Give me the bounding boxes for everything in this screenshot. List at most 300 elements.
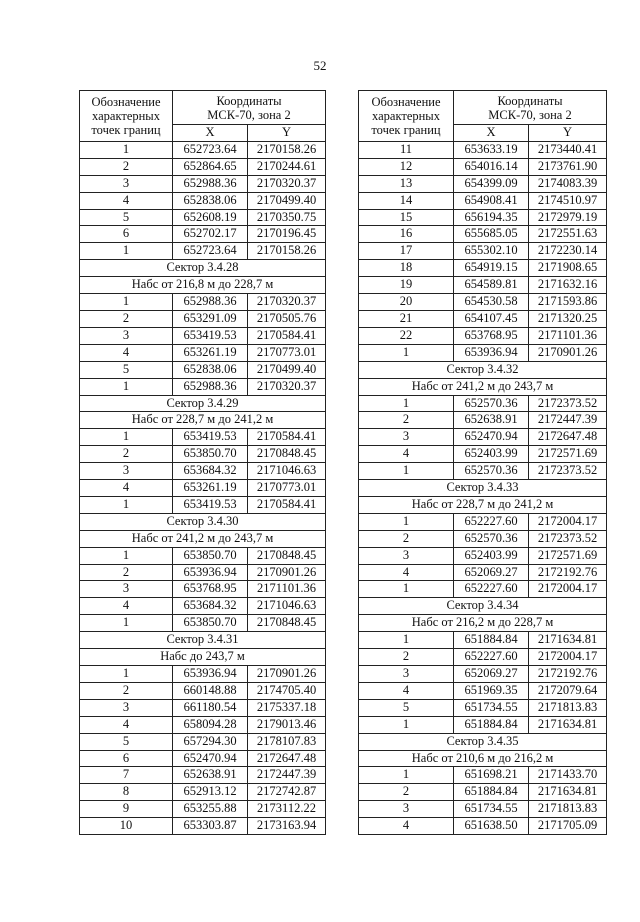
point-number-cell: 14: [359, 192, 454, 209]
page-number: 52: [313, 58, 327, 73]
table-row: [80, 158, 326, 175]
point-number-cell: 1: [359, 581, 454, 598]
x-coordinate-cell: 651884.84: [454, 716, 529, 733]
point-number-cell: 4: [80, 598, 173, 615]
x-coordinate-cell: 655685.05: [454, 226, 529, 243]
table-row: [80, 801, 326, 818]
point-number-cell: 8: [80, 784, 173, 801]
point-number-cell: 3: [80, 581, 173, 598]
x-coordinate-cell: 653303.87: [173, 818, 248, 835]
y-coordinate-cell: 2179013.46: [248, 716, 326, 733]
point-number-cell: 3: [359, 666, 454, 683]
table-row: [80, 209, 326, 226]
y-coordinate-cell: 2170848.45: [248, 446, 326, 463]
y-coordinate-cell: 2170499.40: [248, 192, 326, 209]
table-row: [80, 480, 326, 497]
table-row: [80, 699, 326, 716]
point-number-cell: 16: [359, 226, 454, 243]
table-row: [80, 243, 326, 260]
table-row: [359, 682, 607, 699]
y-coordinate-cell: 2171101.36: [248, 581, 326, 598]
sector-caption: Сектор 3.4.31: [80, 632, 326, 649]
x-coordinate-cell: 653261.19: [173, 480, 248, 497]
table-row: [80, 615, 326, 632]
x-coordinate-cell: 653768.95: [173, 581, 248, 598]
y-coordinate-cell: 2172979.19: [529, 209, 607, 226]
table-row: [80, 327, 326, 344]
table-row: [80, 784, 326, 801]
table-row: [359, 327, 607, 344]
coordinates-header: Координаты МСК-70, зона 2: [173, 91, 326, 125]
point-number-cell: 1: [359, 632, 454, 649]
table-row: [80, 598, 326, 615]
x-coordinate-cell: 652570.36: [454, 395, 529, 412]
point-number-cell: 1: [80, 378, 173, 395]
y-coordinate-cell: 2172571.69: [529, 446, 607, 463]
point-number-cell: 6: [80, 750, 173, 767]
point-number-cell: 1: [359, 767, 454, 784]
sector-caption-row: [359, 496, 607, 513]
point-number-cell: 4: [359, 446, 454, 463]
sector-caption-row: [359, 750, 607, 767]
sector-caption: Сектор 3.4.34: [359, 598, 607, 615]
point-number-cell: 4: [80, 192, 173, 209]
point-number-cell: 2: [80, 564, 173, 581]
point-number-cell: 20: [359, 294, 454, 311]
table-row: [80, 733, 326, 750]
table-row: [80, 682, 326, 699]
point-number-cell: 3: [80, 175, 173, 192]
table-row: [80, 767, 326, 784]
x-coordinate-cell: 652570.36: [454, 530, 529, 547]
sector-caption-row: [359, 480, 607, 497]
y-coordinate-cell: 2170158.26: [248, 141, 326, 158]
point-number-cell: 6: [80, 226, 173, 243]
x-coordinate-cell: 652227.60: [454, 649, 529, 666]
x-coordinate-cell: 652570.36: [454, 463, 529, 480]
x-coordinate-cell: 657294.30: [173, 733, 248, 750]
point-number-cell: 2: [359, 784, 454, 801]
x-coordinate-cell: 660148.88: [173, 682, 248, 699]
x-coordinate-cell: 654399.09: [454, 175, 529, 192]
x-coordinate-cell: 653850.70: [173, 446, 248, 463]
y-coordinate-cell: 2172373.52: [529, 530, 607, 547]
point-number-cell: 4: [359, 818, 454, 835]
y-coordinate-cell: 2171433.70: [529, 767, 607, 784]
x-coordinate-cell: 652864.65: [173, 158, 248, 175]
sector-caption-row: [80, 260, 326, 277]
point-number-cell: 2: [359, 649, 454, 666]
y-coordinate-cell: 2172447.39: [248, 767, 326, 784]
point-number-cell: 1: [80, 496, 173, 513]
x-coordinate-cell: 651969.35: [454, 682, 529, 699]
point-number-cell: 22: [359, 327, 454, 344]
point-number-cell: 4: [80, 716, 173, 733]
y-coordinate-cell: 2172192.76: [529, 564, 607, 581]
x-coordinate-cell: 654919.15: [454, 260, 529, 277]
point-number-cell: 1: [80, 243, 173, 260]
sector-caption: Сектор 3.4.32: [359, 361, 607, 378]
x-coordinate-cell: 653261.19: [173, 344, 248, 361]
point-designation-header: Обозначение характерных точек границ: [359, 91, 454, 142]
table-row: [359, 699, 607, 716]
sector-caption-row: [359, 361, 607, 378]
table-row: [359, 767, 607, 784]
x-coordinate-cell: 653291.09: [173, 310, 248, 327]
y-coordinate-cell: 2174705.40: [248, 682, 326, 699]
table-row: [359, 175, 607, 192]
y-header: Y: [248, 125, 326, 142]
point-number-cell: 3: [359, 547, 454, 564]
x-coordinate-cell: 653633.19: [454, 141, 529, 158]
point-number-cell: 4: [359, 564, 454, 581]
sector-caption: Сектор 3.4.35: [359, 733, 607, 750]
table-row: [359, 463, 607, 480]
y-coordinate-cell: 2173440.41: [529, 141, 607, 158]
point-number-cell: 2: [359, 530, 454, 547]
point-number-cell: 1: [359, 513, 454, 530]
x-coordinate-cell: 653936.94: [173, 666, 248, 683]
y-coordinate-cell: 2172004.17: [529, 649, 607, 666]
table-row: [80, 429, 326, 446]
point-number-cell: 3: [359, 429, 454, 446]
point-number-cell: 3: [359, 801, 454, 818]
table-row: [359, 801, 607, 818]
sector-caption: Набс от 228,7 м до 241,2 м: [80, 412, 326, 429]
x-coordinate-cell: 661180.54: [173, 699, 248, 716]
x-coordinate-cell: 652638.91: [454, 412, 529, 429]
sector-caption: Сектор 3.4.33: [359, 480, 607, 497]
y-coordinate-cell: 2172447.39: [529, 412, 607, 429]
sector-caption-row: [80, 395, 326, 412]
table-row: [359, 395, 607, 412]
sector-caption-row: [80, 632, 326, 649]
table-row: [359, 649, 607, 666]
y-coordinate-cell: 2172373.52: [529, 463, 607, 480]
y-coordinate-cell: 2172373.52: [529, 395, 607, 412]
table-row: [80, 141, 326, 158]
x-coordinate-cell: 652470.94: [454, 429, 529, 446]
point-number-cell: 3: [80, 327, 173, 344]
sector-caption-row: [80, 412, 326, 429]
table-row: [359, 564, 607, 581]
table-row: [359, 226, 607, 243]
point-number-cell: 9: [80, 801, 173, 818]
x-coordinate-cell: 653768.95: [454, 327, 529, 344]
y-coordinate-cell: 2170848.45: [248, 615, 326, 632]
table-row: [359, 784, 607, 801]
y-coordinate-cell: 2172647.48: [248, 750, 326, 767]
table-row: [359, 513, 607, 530]
y-coordinate-cell: 2171908.65: [529, 260, 607, 277]
x-coordinate-cell: 652723.64: [173, 243, 248, 260]
y-coordinate-cell: 2171634.81: [529, 784, 607, 801]
x-coordinate-cell: 654908.41: [454, 192, 529, 209]
table-row: [80, 818, 326, 835]
table-row: [359, 632, 607, 649]
x-coordinate-cell: 655302.10: [454, 243, 529, 260]
x-coordinate-cell: 653684.32: [173, 598, 248, 615]
table-row: [359, 260, 607, 277]
sector-caption: Набс от 241,2 м до 243,7 м: [359, 378, 607, 395]
sector-caption: Сектор 3.4.29: [80, 395, 326, 412]
table-row: [80, 226, 326, 243]
point-number-cell: 15: [359, 209, 454, 226]
y-coordinate-cell: 2174510.97: [529, 192, 607, 209]
y-coordinate-cell: 2170848.45: [248, 547, 326, 564]
point-number-cell: 5: [80, 733, 173, 750]
point-number-cell: 19: [359, 277, 454, 294]
table-row: [80, 581, 326, 598]
x-coordinate-cell: 653255.88: [173, 801, 248, 818]
x-coordinate-cell: 652988.36: [173, 378, 248, 395]
y-coordinate-cell: 2170773.01: [248, 344, 326, 361]
y-coordinate-cell: 2170244.61: [248, 158, 326, 175]
point-number-cell: 1: [80, 547, 173, 564]
y-coordinate-cell: 2170350.75: [248, 209, 326, 226]
table-row: [359, 141, 607, 158]
y-coordinate-cell: 2171634.81: [529, 716, 607, 733]
point-number-cell: 1: [80, 615, 173, 632]
point-number-cell: 5: [359, 699, 454, 716]
table-row: [80, 463, 326, 480]
x-coordinate-cell: 651698.21: [454, 767, 529, 784]
point-number-cell: 4: [359, 682, 454, 699]
x-coordinate-cell: 652988.36: [173, 294, 248, 311]
point-number-cell: 1: [80, 294, 173, 311]
table-row: [359, 243, 607, 260]
table-row: [80, 666, 326, 683]
table-row: [359, 429, 607, 446]
x-header: X: [173, 125, 248, 142]
x-coordinate-cell: 653850.70: [173, 547, 248, 564]
x-coordinate-cell: 654107.45: [454, 310, 529, 327]
point-number-cell: 17: [359, 243, 454, 260]
y-coordinate-cell: 2170499.40: [248, 361, 326, 378]
y-coordinate-cell: 2172571.69: [529, 547, 607, 564]
point-designation-header: Обозначение характерных точек границ: [80, 91, 173, 142]
x-coordinate-cell: 653419.53: [173, 429, 248, 446]
sector-caption-row: [80, 277, 326, 294]
sector-caption: Набс от 210,6 м до 216,2 м: [359, 750, 607, 767]
point-number-cell: 1: [80, 141, 173, 158]
x-coordinate-cell: 651884.84: [454, 784, 529, 801]
y-coordinate-cell: 2174083.39: [529, 175, 607, 192]
y-coordinate-cell: 2170158.26: [248, 243, 326, 260]
table-row: [80, 750, 326, 767]
table-row: [80, 192, 326, 209]
point-number-cell: 18: [359, 260, 454, 277]
x-coordinate-cell: 654589.81: [454, 277, 529, 294]
sector-caption: Набс от 216,2 м до 228,7 м: [359, 615, 607, 632]
x-coordinate-cell: 653419.53: [173, 327, 248, 344]
x-coordinate-cell: 653684.32: [173, 463, 248, 480]
table-row: [80, 310, 326, 327]
y-coordinate-cell: 2170584.41: [248, 429, 326, 446]
table-row: [80, 175, 326, 192]
y-coordinate-cell: 2170196.45: [248, 226, 326, 243]
x-coordinate-cell: 651734.55: [454, 699, 529, 716]
sector-caption-row: [359, 733, 607, 750]
x-coordinate-cell: 652638.91: [173, 767, 248, 784]
table-row: [359, 446, 607, 463]
point-number-cell: 4: [80, 480, 173, 497]
sector-caption-row: [80, 513, 326, 530]
table-row: [80, 564, 326, 581]
point-number-cell: 2: [80, 446, 173, 463]
y-header: Y: [529, 125, 607, 142]
table-row: [359, 277, 607, 294]
sector-caption-row: [359, 598, 607, 615]
x-coordinate-cell: 652838.06: [173, 361, 248, 378]
y-coordinate-cell: 2175337.18: [248, 699, 326, 716]
point-number-cell: 2: [80, 310, 173, 327]
table-row: [80, 547, 326, 564]
point-number-cell: 1: [359, 463, 454, 480]
y-coordinate-cell: 2171813.83: [529, 801, 607, 818]
table-row: [359, 158, 607, 175]
point-number-cell: 4: [80, 344, 173, 361]
y-coordinate-cell: 2170584.41: [248, 496, 326, 513]
point-number-cell: 1: [80, 666, 173, 683]
sector-caption: Сектор 3.4.30: [80, 513, 326, 530]
y-coordinate-cell: 2171593.86: [529, 294, 607, 311]
x-header: X: [454, 125, 529, 142]
point-number-cell: 10: [80, 818, 173, 835]
sector-caption: Набс от 216,8 м до 228,7 м: [80, 277, 326, 294]
y-coordinate-cell: 2171813.83: [529, 699, 607, 716]
y-coordinate-cell: 2171632.16: [529, 277, 607, 294]
table-row: [359, 547, 607, 564]
y-coordinate-cell: 2170584.41: [248, 327, 326, 344]
point-number-cell: 1: [359, 344, 454, 361]
x-coordinate-cell: 652227.60: [454, 581, 529, 598]
table-row: [80, 496, 326, 513]
point-number-cell: 21: [359, 310, 454, 327]
y-coordinate-cell: 2172004.17: [529, 513, 607, 530]
sector-caption-row: [359, 378, 607, 395]
sector-caption: Набс от 241,2 м до 243,7 м: [80, 530, 326, 547]
table-row: [359, 412, 607, 429]
point-number-cell: 2: [80, 158, 173, 175]
table-row: [359, 344, 607, 361]
table-row: [80, 446, 326, 463]
y-coordinate-cell: 2172004.17: [529, 581, 607, 598]
table-body: [80, 141, 326, 834]
y-coordinate-cell: 2173163.94: [248, 818, 326, 835]
x-coordinate-cell: 652988.36: [173, 175, 248, 192]
sector-caption: Сектор 3.4.28: [80, 260, 326, 277]
y-coordinate-cell: 2171320.25: [529, 310, 607, 327]
x-coordinate-cell: 652470.94: [173, 750, 248, 767]
sector-caption-row: [80, 649, 326, 666]
y-coordinate-cell: 2170505.76: [248, 310, 326, 327]
table-row: [359, 209, 607, 226]
sector-caption-row: [359, 615, 607, 632]
table-row: [80, 294, 326, 311]
y-coordinate-cell: 2170320.37: [248, 294, 326, 311]
table-row: [359, 581, 607, 598]
point-number-cell: 5: [80, 361, 173, 378]
x-coordinate-cell: 652403.99: [454, 446, 529, 463]
table-row: [80, 716, 326, 733]
x-coordinate-cell: 658094.28: [173, 716, 248, 733]
x-coordinate-cell: 653936.94: [454, 344, 529, 361]
point-number-cell: 1: [80, 429, 173, 446]
table-row: [359, 310, 607, 327]
y-coordinate-cell: 2171634.81: [529, 632, 607, 649]
point-number-cell: 5: [80, 209, 173, 226]
point-number-cell: 2: [80, 682, 173, 699]
x-coordinate-cell: 651884.84: [454, 632, 529, 649]
x-coordinate-cell: 651734.55: [454, 801, 529, 818]
point-number-cell: 2: [359, 412, 454, 429]
x-coordinate-cell: 654016.14: [454, 158, 529, 175]
table-row: [359, 666, 607, 683]
y-coordinate-cell: 2172551.63: [529, 226, 607, 243]
point-number-cell: 11: [359, 141, 454, 158]
y-coordinate-cell: 2172192.76: [529, 666, 607, 683]
table-row: [359, 818, 607, 835]
point-number-cell: 7: [80, 767, 173, 784]
x-coordinate-cell: 652913.12: [173, 784, 248, 801]
y-coordinate-cell: 2170320.37: [248, 378, 326, 395]
table-row: [359, 192, 607, 209]
sector-caption: Набс от 228,7 м до 241,2 м: [359, 496, 607, 513]
table-row: [80, 378, 326, 395]
y-coordinate-cell: 2172742.87: [248, 784, 326, 801]
point-number-cell: 3: [80, 463, 173, 480]
y-coordinate-cell: 2170320.37: [248, 175, 326, 192]
x-coordinate-cell: 651638.50: [454, 818, 529, 835]
y-coordinate-cell: 2170901.26: [529, 344, 607, 361]
y-coordinate-cell: 2172230.14: [529, 243, 607, 260]
y-coordinate-cell: 2170901.26: [248, 564, 326, 581]
y-coordinate-cell: 2172647.48: [529, 429, 607, 446]
y-coordinate-cell: 2170901.26: [248, 666, 326, 683]
point-number-cell: 3: [80, 699, 173, 716]
x-coordinate-cell: 654530.58: [454, 294, 529, 311]
x-coordinate-cell: 653936.94: [173, 564, 248, 581]
y-coordinate-cell: 2172079.64: [529, 682, 607, 699]
x-coordinate-cell: 652069.27: [454, 564, 529, 581]
y-coordinate-cell: 2171705.09: [529, 818, 607, 835]
y-coordinate-cell: 2170773.01: [248, 480, 326, 497]
table-body: [359, 141, 607, 834]
point-number-cell: 1: [359, 395, 454, 412]
y-coordinate-cell: 2178107.83: [248, 733, 326, 750]
y-coordinate-cell: 2171046.63: [248, 598, 326, 615]
point-number-cell: 12: [359, 158, 454, 175]
table-row: [80, 361, 326, 378]
table-row: [359, 716, 607, 733]
point-number-cell: 13: [359, 175, 454, 192]
sector-caption: Набс до 243,7 м: [80, 649, 326, 666]
x-coordinate-cell: 656194.35: [454, 209, 529, 226]
y-coordinate-cell: 2171101.36: [529, 327, 607, 344]
x-coordinate-cell: 652838.06: [173, 192, 248, 209]
y-coordinate-cell: 2173761.90: [529, 158, 607, 175]
x-coordinate-cell: 652069.27: [454, 666, 529, 683]
sector-caption-row: [80, 530, 326, 547]
x-coordinate-cell: 652702.17: [173, 226, 248, 243]
x-coordinate-cell: 652227.60: [454, 513, 529, 530]
y-coordinate-cell: 2173112.22: [248, 801, 326, 818]
coordinates-table-right: [358, 90, 607, 835]
table-row: [80, 344, 326, 361]
table-row: [359, 294, 607, 311]
x-coordinate-cell: 652403.99: [454, 547, 529, 564]
